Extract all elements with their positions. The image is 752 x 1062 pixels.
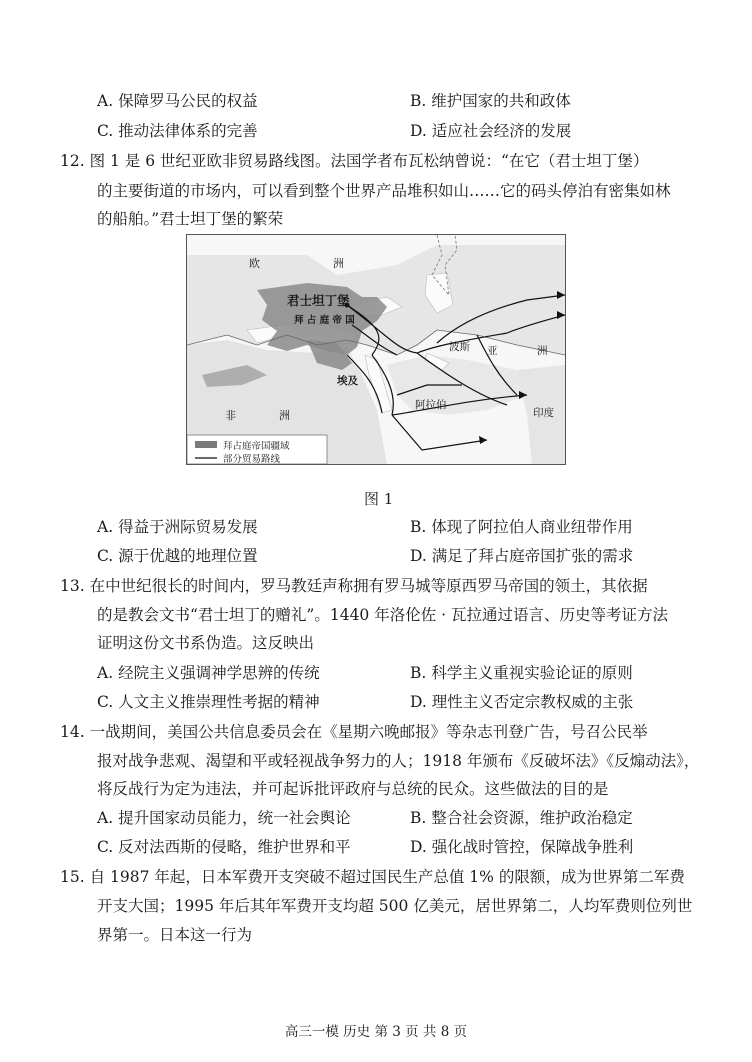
figure-caption: 图 1 <box>364 490 394 508</box>
legend-swatch-byzantine <box>195 441 217 448</box>
map-label-africa-1: 非 <box>225 409 236 422</box>
q13-stem-line-1: 13. 在中世纪很长的时间内，罗马教廷声称拥有罗马城等原西罗马帝国的领土，其依据 <box>60 577 648 595</box>
q11-option-b: B. 维护国家的共和政体 <box>410 92 571 110</box>
q13-option-c: C. 人文主义推崇理性考据的精神 <box>97 693 320 711</box>
q11-option-d: D. 适应社会经济的发展 <box>410 122 572 140</box>
q15-stem-line-2: 开支大国；1995 年后其年军费开支均超 500 亿美元，居世界第二，人均军费则位列世 <box>97 897 693 915</box>
q11-option-c: C. 推动法律体系的完善 <box>97 122 258 140</box>
q14-stem-line-2: 报对战争悲观、渴望和平或轻视战争努力的人；1918 年颁布《反破坏法》《反煽动法》， <box>97 752 700 770</box>
map-label-arabia: 阿拉伯 <box>415 399 447 411</box>
q15-stem-line-3: 界第一。日本这一行为 <box>97 926 253 944</box>
map-label-africa-2: 洲 <box>279 409 290 422</box>
q14-stem-line-3: 将反战行为定为违法，并可起诉批评政府与总统的民众。这些做法的目的是 <box>97 780 609 798</box>
map-label-europe-1: 欧 <box>249 257 260 270</box>
map-label-constantinople: 君士坦丁堡 <box>287 293 350 308</box>
q13-option-d: D. 理性主义否定宗教权威的主张 <box>410 693 634 711</box>
map-label-europe-2: 洲 <box>333 257 344 270</box>
q14-option-d: D. 强化战时管控，保障战争胜利 <box>410 838 634 856</box>
q13-option-a: A. 经院主义强调神学思辨的传统 <box>97 664 320 682</box>
legend-text-route: 部分贸易路线 <box>223 454 281 465</box>
map-label-persia: 波斯 <box>449 341 470 353</box>
q12-stem-line-2: 的主要街道的市场内，可以看到整个世界产品堆积如山……它的码头停泊有密集如林 <box>97 182 671 200</box>
map-label-egypt: 埃及 <box>337 375 358 387</box>
trade-route-map <box>186 234 566 465</box>
map-label-byzantine: 拜 占 庭 帝 国 <box>294 315 355 326</box>
map-label-india: 印度 <box>533 407 554 419</box>
q14-option-b: B. 整合社会资源，维护政治稳定 <box>410 809 633 827</box>
q11-option-a: A. 保障罗马公民的权益 <box>97 92 258 110</box>
q12-option-b: B. 体现了阿拉伯人商业纽带作用 <box>410 518 633 536</box>
q13-stem-line-2: 的是教会文书“君士坦丁的赠礼”。1440 年洛伦佐 · 瓦拉通过语言、历史等考证方法 <box>97 606 669 624</box>
q13-stem-line-3: 证明这份文书系伪造。这反映出 <box>97 634 315 652</box>
q14-option-c: C. 反对法西斯的侵略，维护世界和平 <box>97 838 351 856</box>
q12-option-a: A. 得益于洲际贸易发展 <box>97 518 258 536</box>
q15-stem-line-1: 15. 自 1987 年起，日本军费开支突破不超过国民生产总值 1% 的限额，成为世界第二军费 <box>60 868 685 886</box>
q12-option-c: C. 源于优越的地理位置 <box>97 547 258 565</box>
map-label-asia-zhou: 洲 <box>537 345 548 357</box>
q14-stem-line-1: 14. 一战期间，美国公共信息委员会在《星期六晚邮报》等杂志刊登广告，号召公民举 <box>60 723 648 741</box>
q14-option-a: A. 提升国家动员能力，统一社会舆论 <box>97 809 351 827</box>
page-footer: 高三一模 历史 第 3 页 共 8 页 <box>284 1024 468 1040</box>
map-label-persia-sub: 亚 <box>487 345 498 357</box>
q13-option-b: B. 科学主义重视实验论证的原则 <box>410 664 633 682</box>
legend-text-byzantine: 拜占庭帝国疆域 <box>223 441 290 452</box>
q12-stem-line-3: 的船舶。”君士坦丁堡的繁荣 <box>97 210 284 228</box>
q12-option-d: D. 满足了拜占庭帝国扩张的需求 <box>410 547 634 565</box>
q12-stem-line-1: 12. 图 1 是 6 世纪亚欧非贸易路线图。法国学者布瓦松纳曾说：“在它（君士坦丁堡） <box>60 152 649 170</box>
